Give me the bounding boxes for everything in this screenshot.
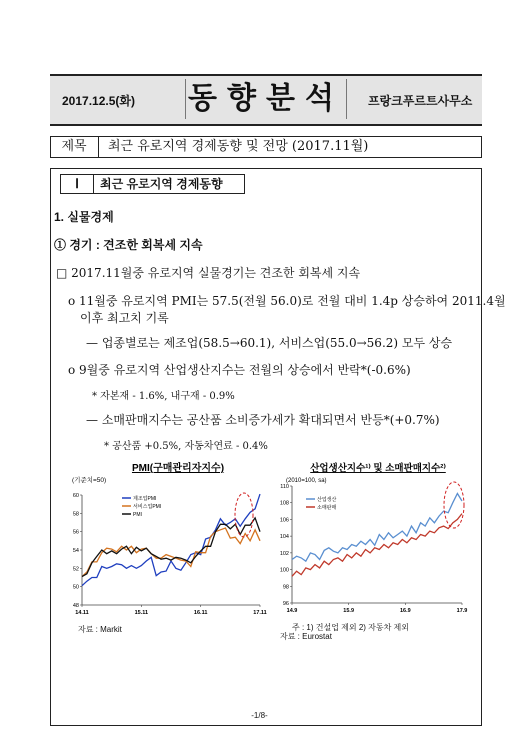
- y-tick-label: 108: [279, 500, 289, 507]
- y-tick-label: 48: [72, 603, 79, 609]
- x-tick-label: 14.11: [75, 610, 89, 616]
- legend-label: 제조업PMI: [133, 496, 157, 502]
- y-tick-label: 52: [72, 566, 79, 573]
- x-tick-label: 17.9: [456, 608, 468, 614]
- office-name: 프랑크푸르트사무소: [368, 94, 473, 108]
- y-tick-label: 58: [72, 511, 79, 518]
- y-tick-label: 110: [280, 484, 289, 490]
- note-retail: * 공산품 +0.5%, 자동차연료 - 0.4%: [104, 441, 268, 452]
- dash-retail: — 소매판매지수는 공산품 소비증가세가 확대되면서 반등*(+0.7%): [86, 413, 440, 427]
- y-tick-label: 56: [72, 529, 79, 536]
- x-tick-label: 14.9: [286, 608, 298, 614]
- y-tick-label: 50: [72, 584, 79, 591]
- x-tick-label: 15.9: [343, 608, 355, 614]
- source-left: 자료 : Markit: [78, 625, 122, 634]
- y-tick-label: 104: [279, 534, 289, 541]
- subject-label: 제목: [50, 136, 99, 158]
- x-tick-label: 15.11: [134, 610, 149, 616]
- series-line: [292, 494, 462, 562]
- series-line: [82, 494, 260, 586]
- report-title: 동향분석: [185, 79, 347, 119]
- x-tick-label: 16.9: [399, 608, 411, 614]
- y-tick-label: 106: [279, 517, 289, 524]
- note-production: * 자본재 - 1.6%, 내구재 - 0.9%: [92, 391, 235, 402]
- chart-title: 산업생산지수¹⁾ 및 소매판매지수²⁾: [310, 463, 446, 474]
- pmi-chart: [70, 460, 270, 620]
- y-tick-label: 102: [279, 550, 289, 557]
- chart-note: (기준치=50): [72, 477, 107, 484]
- legend-label: 산업생산: [317, 497, 337, 503]
- chart-title: PMI(구매관리자지수): [131, 463, 225, 474]
- o-bullet-pmi-cont: 이후 최고치 기록: [80, 311, 169, 325]
- o-bullet-production: o 9월중 유로지역 산업생산지수는 전월의 상승에서 반락*(-0.6%): [68, 363, 411, 377]
- section-number: Ⅰ: [60, 174, 94, 194]
- main-bullet: □ 2017.11월중 유로지역 실물경기는 견조한 회복세 지속: [56, 266, 361, 280]
- y-tick-label: 100: [279, 567, 289, 574]
- highlight-ellipse: [444, 482, 464, 528]
- legend-label: 소매판매: [317, 505, 337, 511]
- chart-footnote: 주 : 1) 건설업 제외 2) 자동차 제외: [292, 623, 410, 632]
- x-tick-label: 17.11: [253, 610, 267, 616]
- o-bullet-pmi: o 11월중 유로지역 PMI는 57.5(전월 56.0)로 전월 대비 1.4p 상승하여 2011.4월: [68, 294, 506, 308]
- section-title: 최근 유로지역 경제동향: [100, 177, 223, 191]
- dash-sector: — 업종별로는 제조업(58.5→60.1), 서비스업(55.0→56.2) 모두 상승: [86, 336, 453, 350]
- item-heading: ① 경기 : 견조한 회복세 지속: [54, 238, 203, 252]
- y-tick-label: 60: [72, 493, 79, 499]
- production-retail-chart: [278, 460, 478, 620]
- page-number: -1/8-: [251, 711, 268, 720]
- legend-label: 서비스업PMI: [133, 504, 162, 510]
- y-tick-label: 54: [72, 548, 79, 554]
- y-tick-label: 96: [282, 601, 289, 607]
- subsection-heading: 1. 실물경제: [54, 210, 114, 224]
- source-right: 자료 : Eurostat: [280, 632, 332, 641]
- series-line: [292, 514, 462, 577]
- subject-title: 최근 유로지역 경제동향 및 전망 (2017.11월): [108, 139, 369, 154]
- y-tick-label: 98: [282, 584, 289, 591]
- chart-note: (2010=100, sa): [286, 478, 327, 484]
- legend-label: PMI: [133, 512, 142, 518]
- x-tick-label: 16.11: [193, 610, 208, 616]
- report-date: 2017.12.5(화): [62, 94, 135, 108]
